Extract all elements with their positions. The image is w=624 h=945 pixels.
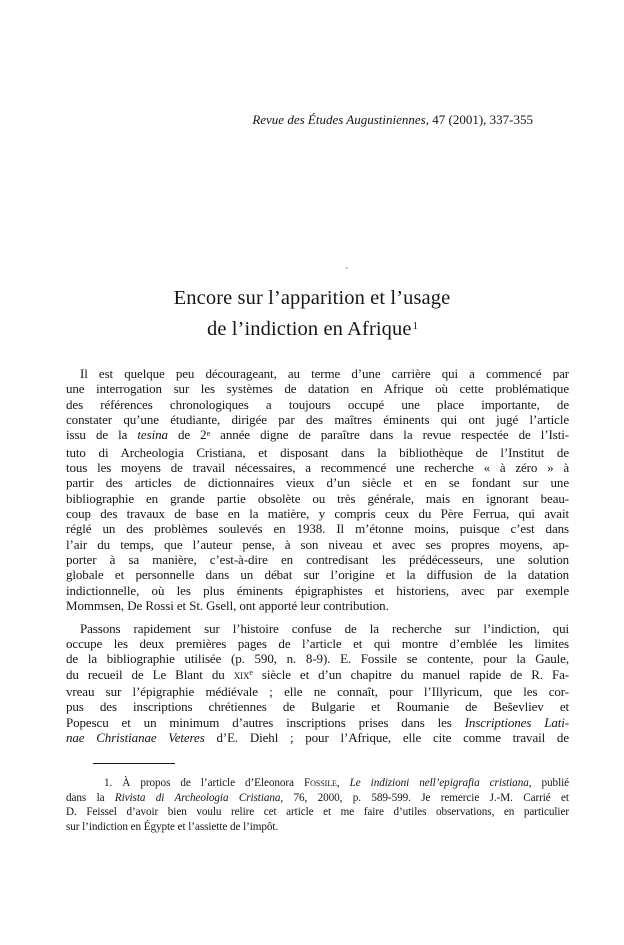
text-line [66, 427, 569, 444]
journal-title: Revue des Études Augustiniennes [252, 112, 426, 127]
text-segment: constater qu’une étudiante, dirigée par des maîtres éminents qui ont jugé l’article [66, 412, 569, 428]
text-segment: tuto di Archeologia Cristiana, et disposant dans la bibliothèque de l’Institut de [66, 444, 569, 460]
text-segment: tous les moyens de travail nécessaires, a recommencé une recherche « à zéro » à [66, 460, 569, 476]
text-segment: porter à sa manière, c’est-à-dire en contredisant les prédécesseurs, une solution [66, 552, 569, 568]
text-line [66, 776, 569, 791]
text-segment: Fossile [304, 777, 337, 789]
text-segment: Mommsen, De Rossi et St. Gsell, ont apporté leur contribution. [66, 598, 389, 614]
text-line [66, 412, 569, 427]
text-segment: de 2 [167, 427, 207, 443]
text-segment: e [206, 428, 211, 438]
text-segment: tesina [137, 427, 168, 443]
paragraph [66, 621, 569, 746]
text-segment: Inscriptiones Lati- [464, 714, 570, 730]
text-line [66, 820, 569, 835]
text-line [66, 730, 569, 745]
text-line [66, 521, 569, 536]
text-line [66, 506, 569, 521]
article-title-line2-text: de l’indiction en Afrique [206, 317, 412, 340]
text-line [66, 366, 569, 381]
text-segment: d’E. Diehl ; pour l’Afrique, elle cite comme travail de [204, 729, 569, 745]
text-line [66, 397, 569, 412]
text-line [66, 621, 569, 636]
text-segment: siècle et d’un chapitre du manuel rapide de R. Fa- [252, 666, 569, 682]
text-segment: Popescu et un minimum d’autres inscriptions prises dans les [66, 714, 465, 730]
text-line [66, 651, 569, 666]
footnote-reference: 1 [412, 320, 419, 332]
text-segment: des références chronologiques a toujours occupé une place importante, de [66, 396, 569, 412]
text-line [66, 445, 569, 460]
text-line [66, 715, 569, 730]
text-segment: 1. À propos de l’article d’Eleonora [104, 777, 304, 789]
text-segment: , [336, 777, 350, 789]
text-segment: dans la [66, 791, 115, 804]
text-segment: nae Christianae Veteres [66, 729, 205, 745]
journal-citation: , 47 (2001), 337-355 [425, 112, 533, 127]
text-segment: sur l’indiction en Égypte et l’assiette de l’impôt. [66, 821, 279, 834]
article-title-line2 [60, 314, 564, 349]
text-line [66, 791, 569, 806]
text-line [66, 598, 569, 613]
text-segment: Le indizioni nell’epigrafia cristiana, [349, 777, 532, 789]
text-segment: issu de la [66, 427, 138, 443]
text-line [66, 805, 569, 820]
text-segment: e [249, 667, 253, 677]
article-title [60, 283, 564, 348]
text-segment: Passons rapidement sur l’histoire confuse de la recherche sur l’indiction, qui [80, 620, 569, 636]
text-segment: une interrogation sur les systèmes de datation en Afrique où cette problématique [66, 381, 569, 397]
text-segment: publié [531, 777, 570, 789]
text-line [66, 699, 569, 714]
text-segment: année digne de paraître dans la revue respectée de l’Isti- [210, 427, 569, 443]
scan-artifact-mark: ´ [345, 267, 349, 278]
text-segment: Rivista di Archeologia Cristiana, [114, 791, 284, 804]
text-segment: globale et personnelle dans un débat sur l’origine et la diffusion de la datation [66, 567, 569, 583]
text-segment: du recueil de Le Blant du [66, 666, 234, 682]
text-segment: réglé un des problèmes soulevés en 1938. Il m’étonne moins, puisque c’est dans [66, 521, 569, 537]
article-title-line1: Encore sur l’apparition et l’usage [173, 287, 451, 309]
text-segment: l’air du temps, que l’auteur pense, à son niveau et avec ses propres moyens, ap- [66, 536, 569, 552]
footnote [66, 776, 569, 835]
text-segment: Il est quelque peu décourageant, au terme d’une carrière qui a commencé par [80, 366, 569, 381]
text-line [66, 381, 569, 396]
text-segment: xix [233, 666, 250, 682]
journal-header [252, 112, 533, 128]
text-segment: 76, 2000, p. 589-599. Je remercie J.-M. Carrié et [283, 791, 569, 804]
text-segment: indictionnelle, où les plus éminents épigraphistes et historiens, avec par exemple [66, 582, 569, 598]
text-line [66, 552, 569, 567]
footnote-rule [93, 763, 175, 764]
text-segment: bibliographie en grande partie obsolète ou très générale, mais en ignorant beau- [66, 490, 569, 506]
text-line [66, 583, 569, 598]
text-line [66, 667, 569, 684]
text-segment: vreau sur l’épigraphie médiévale ; elle ne connaît, pour l’Illyricum, que les cor- [66, 683, 569, 699]
paragraph [66, 366, 569, 614]
text-segment: pus des inscriptions chrétiennes de Bulgarie et Roumanie de Beševliev et [66, 699, 569, 715]
text-line [66, 537, 569, 552]
article-body [66, 366, 569, 745]
text-line [66, 684, 569, 699]
text-line [66, 475, 569, 490]
text-line [66, 460, 569, 475]
text-segment: coup des travaux de base en la matière, y compris ceux du Père Ferrua, qui avait [66, 506, 569, 522]
text-segment: de la bibliographie utilisée (p. 590, n. 8-9). E. Fossile se contente, pour la Gaule, [66, 651, 569, 667]
text-line [66, 491, 569, 506]
text-line [66, 636, 569, 651]
text-segment: partir des articles de dictionnaires vieux d’un siècle et en se fondant sur une [66, 475, 569, 491]
text-segment: D. Feissel d’avoir bien voulu relire cet article et me faire d’utiles observations, en particulier [66, 806, 569, 819]
text-line [66, 567, 569, 582]
text-segment: occupe les deux premières pages de l’article et qui montre d’emblée les limites [66, 635, 569, 651]
